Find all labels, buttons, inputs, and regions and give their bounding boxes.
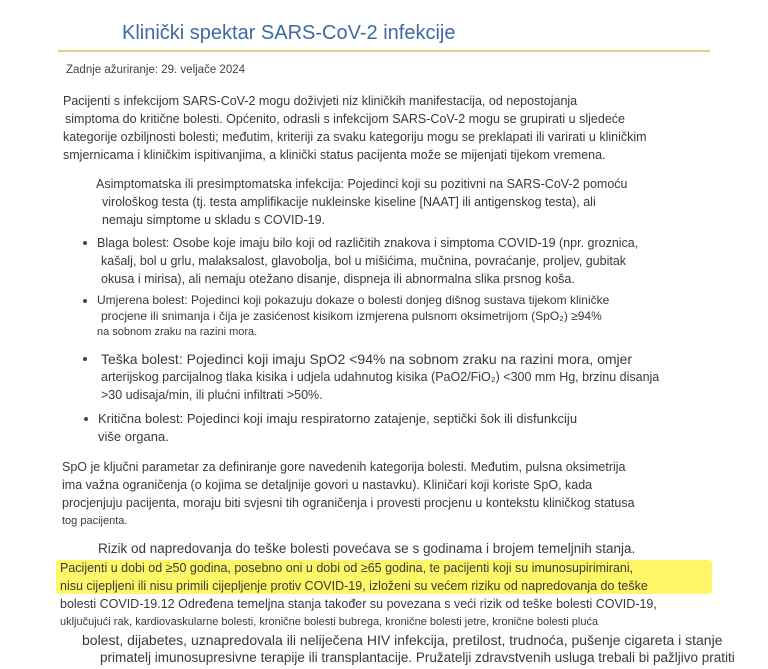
risk-line: Pacijenti u dobi od ≥50 godina, posebno oni u dobi od ≥65 godina, te pacijenti koji su imunosupirimirani,: [60, 561, 634, 575]
spo2-paragraph: [62, 458, 635, 530]
asymptomatic-line: nemaju simptome u skladu s COVID-19.: [102, 213, 326, 227]
risk-line: bolest, dijabetes, uznapredovala ili neliječena HIV infekcija, pretilost, trudnoća, pušenje cigareta i stanje: [82, 632, 723, 648]
asymptomatic-line: Asimptomatska ili presimptomatska infekcija: Pojedinci koji su pozitivni na SARS-CoV-2 pomoću: [96, 177, 628, 191]
moderate-line: Umjerena bolest: Pojedinci koji pokazuju dokaze o bolesti donjeg dišnog sustava tijekom kliničke: [97, 293, 610, 307]
risk-line: nisu cijepljeni ili nisu primili cijepljenje protiv COVID-19, izloženi su većem riziku od napredovanja do teške: [60, 579, 648, 593]
intro-paragraph: [63, 92, 647, 164]
page-title: Klinički spektar SARS-CoV-2 infekcije: [122, 22, 456, 44]
mild-line: kašalj, bol u grlu, malaksalost, glavobolja, bol u mišićima, mučnina, povraćanje, proljev, gubitak: [101, 254, 627, 268]
bullet-icon: [83, 357, 87, 361]
last-updated: Zadnje ažuriranje: 29. veljače 2024: [66, 64, 246, 76]
list-item-critical-disease: [98, 410, 577, 446]
asymptomatic-line: virološkog testa (tj. testa amplifikacije nukleinske kiseline [NAAT] ili antigenskog testa), ali: [102, 195, 596, 209]
moderate-line: na sobnom zraku na razini mora.: [97, 326, 258, 338]
severe-line: Teška bolest: Pojedinci koji imaju SpO2 <94% na sobnom zraku na razini mora, omjer: [101, 351, 633, 367]
severe-line: arterijskog parcijalnog tlaka kisika i udjela udahnutog kisika (PaO2/FiO₂) <300 mm Hg, brzinu disanja: [101, 370, 660, 384]
risk-heading-text: Rizik od napredovanja do teške bolesti povećava se s godinama i brojem temeljnih stanja.: [98, 541, 636, 556]
spo2-line: procjenjuju pacijenta, moraju biti svjesni tih ograničenja i provesti procjenu u kontekstu kliničkog statusa: [62, 496, 635, 510]
mild-line: okusa i mirisa), ali nemaju otežano disanje, dispneja ili abnormalna slika prsnog koša.: [101, 272, 575, 286]
asymptomatic-paragraph: [96, 175, 627, 229]
intro-line: simptoma do kritične bolesti. Općenito, odrasli s infekcijom SARS-CoV-2 mogu se grupirati u sljedeće: [65, 112, 625, 126]
critical-line: više organa.: [98, 429, 169, 444]
moderate-line: procjene ili snimanja i čija je zasićenost kisikom izmjerena pulsnom oksimetrijom (SpO₂) ≥94%: [101, 309, 602, 323]
risk-paragraph: [60, 559, 735, 667]
spo2-line: ima važna ograničenja (o kojima se detaljnije govori u nastavku). Kliničari koji koriste SpO, kada: [62, 478, 593, 492]
bullet-icon: [84, 417, 88, 421]
list-item-moderate-disease: [97, 292, 609, 340]
risk-heading: [98, 540, 635, 558]
title-divider: [58, 50, 710, 52]
bullet-icon: [83, 299, 87, 303]
risk-line: primatelj imunosupresivne terapije ili transplantacije. Pružatelji zdravstvenih usluga trebali bi pažljivo pratiti: [100, 650, 735, 665]
bullet-icon: [83, 241, 87, 245]
intro-line: smjernicama i kliničkim ispitivanjima, a klinički status pacijenta može se mijenjati tijekom vremena.: [63, 148, 606, 162]
list-item-mild-disease: [97, 234, 638, 288]
risk-line: uključujući rak, kardiovaskularne bolesti, kronične bolesti bubrega, kronične bolesti jetre, kronične bolesti pluća: [60, 616, 599, 628]
list-item-severe-disease: [101, 350, 659, 404]
spo2-line: tog pacijenta.: [62, 515, 128, 527]
critical-line: Kritična bolest: Pojedinci koji imaju respiratorno zatajenje, septički šok ili disfunkciju: [98, 411, 578, 426]
mild-line: Blaga bolest: Osobe koje imaju bilo koji od različitih znakova i simptoma COVID-19 (npr. groznica,: [97, 236, 639, 250]
intro-line: kategorije ozbiljnosti bolesti; međutim, kriteriji za svaku kategoriju mogu se preklapati ili varirati u kliničkim: [63, 130, 647, 144]
intro-line: Pacijenti s infekcijom SARS-CoV-2 mogu doživjeti niz kliničkih manifestacija, od nepostojanja: [63, 94, 578, 108]
severe-line: >30 udisaja/min, ili plućni infiltrati >50%.: [101, 388, 323, 402]
risk-line: bolesti COVID-19.12 Određena temeljna stanja također su povezana s veći rizik od teške bolesti COVID-19,: [60, 597, 657, 611]
spo2-line: SpO je ključni parametar za definiranje gore navedenih kategorija bolesti. Međutim, pulsna oksimetrija: [62, 460, 626, 474]
